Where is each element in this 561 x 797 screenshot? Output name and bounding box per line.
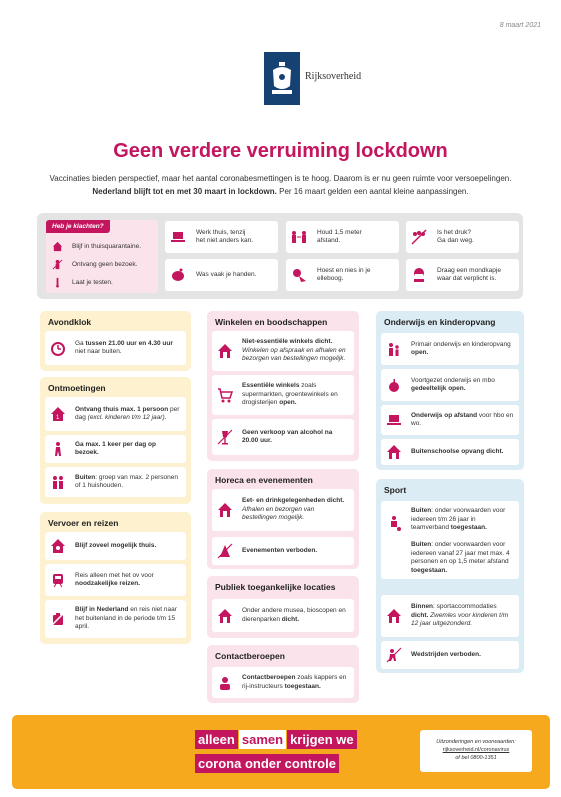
- slogan-word: corona onder controle: [195, 754, 339, 773]
- clock-icon: [50, 340, 66, 356]
- winkelen-item: Geen verkoop van alcohol na 20.00 uur.: [212, 419, 354, 455]
- horeca-item: Evenementen verboden.: [212, 537, 354, 565]
- svg-text:1: 1: [56, 415, 60, 421]
- tip-cough-elbow: Hoest en nies in je elleboog.: [286, 259, 399, 291]
- laptop-icon: [386, 412, 402, 428]
- sport-item: Buiten: onder voorwaarden voor iedereen t/m 26 jaar in teamverband toegestaan. Buiten: onder voorwaarden voor iedereen vanaf 27 jaar met max. 4 personen en op 1,5 meter afstand toegestaan.: [381, 501, 519, 579]
- slogan-word: samen: [239, 730, 286, 749]
- avondklok-title: Avondklok: [48, 317, 92, 327]
- sport-item: Wedstrijden verboden.: [381, 641, 519, 669]
- vervoer-item: Reis alleen met het ov voor noodzakelijke reizen.: [45, 564, 186, 596]
- tip-wash-hands: Was vaak je handen.: [165, 259, 278, 291]
- winkelen-item: Essentiële winkels zoals supermarkten, groentewinkels en drogisterijen open.: [212, 375, 354, 415]
- stay-home-icon: [50, 538, 66, 554]
- complaints-header: Heb je klachten?: [46, 220, 110, 233]
- onderwijs-item: Voortgezet onderwijs en mbo gedeeltelijk open.: [381, 369, 519, 401]
- crowd-icon: [411, 229, 427, 245]
- logo-text: Rijksoverheid: [305, 71, 362, 82]
- no-competition-icon: [386, 647, 402, 663]
- onderwijs-item: Primair onderwijs en kinderopvang open.: [381, 333, 519, 365]
- info-line: Uitzonderingen en voorwaarden:: [436, 739, 516, 745]
- horeca-item: Eet- en drinkgelegenheden dicht. Afhalen en bezorgen van bestellingen mogelijk.: [212, 489, 354, 531]
- children-icon: [386, 341, 402, 357]
- winkelen-item: Niet-essentiële winkels dicht. Winkelen op afspraak en afhalen en bezorgen van bestellingen mogelijk.: [212, 331, 354, 371]
- slogan-word: krijgen we: [287, 730, 357, 749]
- tip-busy: Is het druk? Ga dan weg.: [406, 221, 519, 253]
- no-alcohol-icon: [217, 429, 233, 445]
- winkelen-box: [207, 311, 359, 461]
- slogan: [195, 730, 358, 773]
- contact-box: [207, 645, 359, 703]
- rijksoverheid-logo: [264, 52, 300, 105]
- hand-wash-icon: [170, 267, 186, 283]
- two-people-icon: [50, 474, 66, 490]
- no-events-icon: [217, 543, 233, 559]
- ontmoetingen-item: Ga max. 1 keer per dag op bezoek.: [45, 435, 186, 463]
- slogan-word: alleen: [195, 730, 238, 749]
- vervoer-box: [40, 512, 191, 644]
- contact-item: Contactberoepen zoals kappers en rij-instructeurs toegestaan.: [212, 667, 354, 698]
- apple-icon: [386, 377, 402, 393]
- info-box: [420, 730, 532, 772]
- publiek-box: [207, 576, 359, 638]
- intro-line-1: Vaccinaties bieden perspectief, maar het aantal coronabesmettingen is te hoog. Daarom is er nu geen ruimte voor versoepelingen.: [49, 174, 512, 183]
- onderwijs-title: Onderwijs en kinderopvang: [384, 317, 496, 327]
- hairdresser-icon: [217, 675, 233, 691]
- shopping-cart-icon: [217, 387, 233, 403]
- complaints-item: Ontvang geen bezoek.: [52, 259, 137, 270]
- vervoer-item: Blijf in Nederland en reis niet naar het buitenland in de periode t/m 15 april.: [45, 600, 186, 638]
- vervoer-title: Vervoer en reizen: [48, 518, 119, 528]
- intro-text: [30, 172, 531, 198]
- sport-item: Binnen: sportaccommodaties dicht. Zwemles voor kinderen t/m 12 jaar uitgezonderd.: [381, 595, 519, 637]
- avondklok-box: [40, 311, 191, 371]
- onderwijs-item: Onderwijs op afstand voor hbo en wo.: [381, 405, 519, 435]
- school-closed-icon: [386, 444, 402, 460]
- complaints-item: Blijf in thuisquarantaine.: [52, 241, 141, 252]
- horeca-title: Horeca en evenementen: [215, 475, 313, 485]
- tip-face-mask: Draag een mondkapje waar dat verplicht is.: [406, 259, 519, 291]
- no-travel-icon: [50, 611, 66, 627]
- train-icon: [50, 572, 66, 588]
- cough-icon: [291, 267, 307, 283]
- walking-icon: [50, 441, 66, 457]
- onderwijs-box: [376, 311, 524, 470]
- house-one-icon: [50, 406, 66, 422]
- ontmoetingen-item: Buiten: groep van max. 2 personen of 1 huishouden.: [45, 467, 186, 497]
- winkelen-title: Winkelen en boodschappen: [215, 317, 328, 327]
- museum-closed-icon: [217, 608, 233, 624]
- complaints-item: Laat je testen.: [52, 277, 113, 288]
- page-title: Geen verdere verruiming lockdown: [113, 140, 448, 162]
- ontmoetingen-box: [40, 377, 191, 504]
- sport-box: [376, 479, 524, 673]
- onderwijs-item: Buitenschoolse opvang dicht.: [381, 439, 519, 465]
- info-phone: of bel 0800-1351: [455, 755, 497, 761]
- vervoer-item: Blijf zoveel mogelijk thuis.: [45, 532, 186, 560]
- horeca-box: [207, 469, 359, 569]
- shop-closed-icon: [217, 343, 233, 359]
- no-visitor-icon: [52, 259, 63, 270]
- sports-hall-closed-icon: [386, 608, 402, 624]
- ontmoetingen-title: Ontmoetingen: [48, 383, 106, 393]
- laptop-icon: [170, 229, 186, 245]
- restaurant-closed-icon: [217, 502, 233, 518]
- publiek-item: Onder andere musea, bioscopen en dierenparken dicht.: [212, 599, 354, 632]
- complaints-box: [46, 220, 158, 293]
- avondklok-item: Ga tussen 21.00 uur en 4.30 uur niet naar buiten.: [45, 331, 186, 365]
- info-link[interactable]: rijksoverheid.nl/coronavirus: [442, 747, 510, 753]
- house-icon: [52, 241, 63, 252]
- contact-title: Contactberoepen: [215, 651, 285, 661]
- date: 8 maart 2021: [499, 22, 541, 29]
- ontmoetingen-item: 1 Ontvang thuis max. 1 persoon per dag (excl. kinderen t/m 12 jaar).: [45, 397, 186, 431]
- football-player-icon: [386, 515, 402, 531]
- intro-line-2-bold: Nederland blijft tot en met 30 maart in lockdown.: [92, 187, 277, 196]
- face-mask-icon: [411, 267, 427, 283]
- tip-work-home: Werk thuis, tenzij het niet anders kan.: [165, 221, 278, 253]
- tip-distance: Houd 1,5 meter afstand.: [286, 221, 399, 253]
- sport-title: Sport: [384, 485, 407, 495]
- crest-icon: [270, 62, 294, 96]
- distance-icon: [291, 229, 307, 245]
- intro-line-2: Per 16 maart gelden een aantal kleine aanpassingen.: [276, 187, 469, 196]
- test-icon: [52, 277, 63, 288]
- publiek-title: Publiek toegankelijke locaties: [215, 582, 336, 592]
